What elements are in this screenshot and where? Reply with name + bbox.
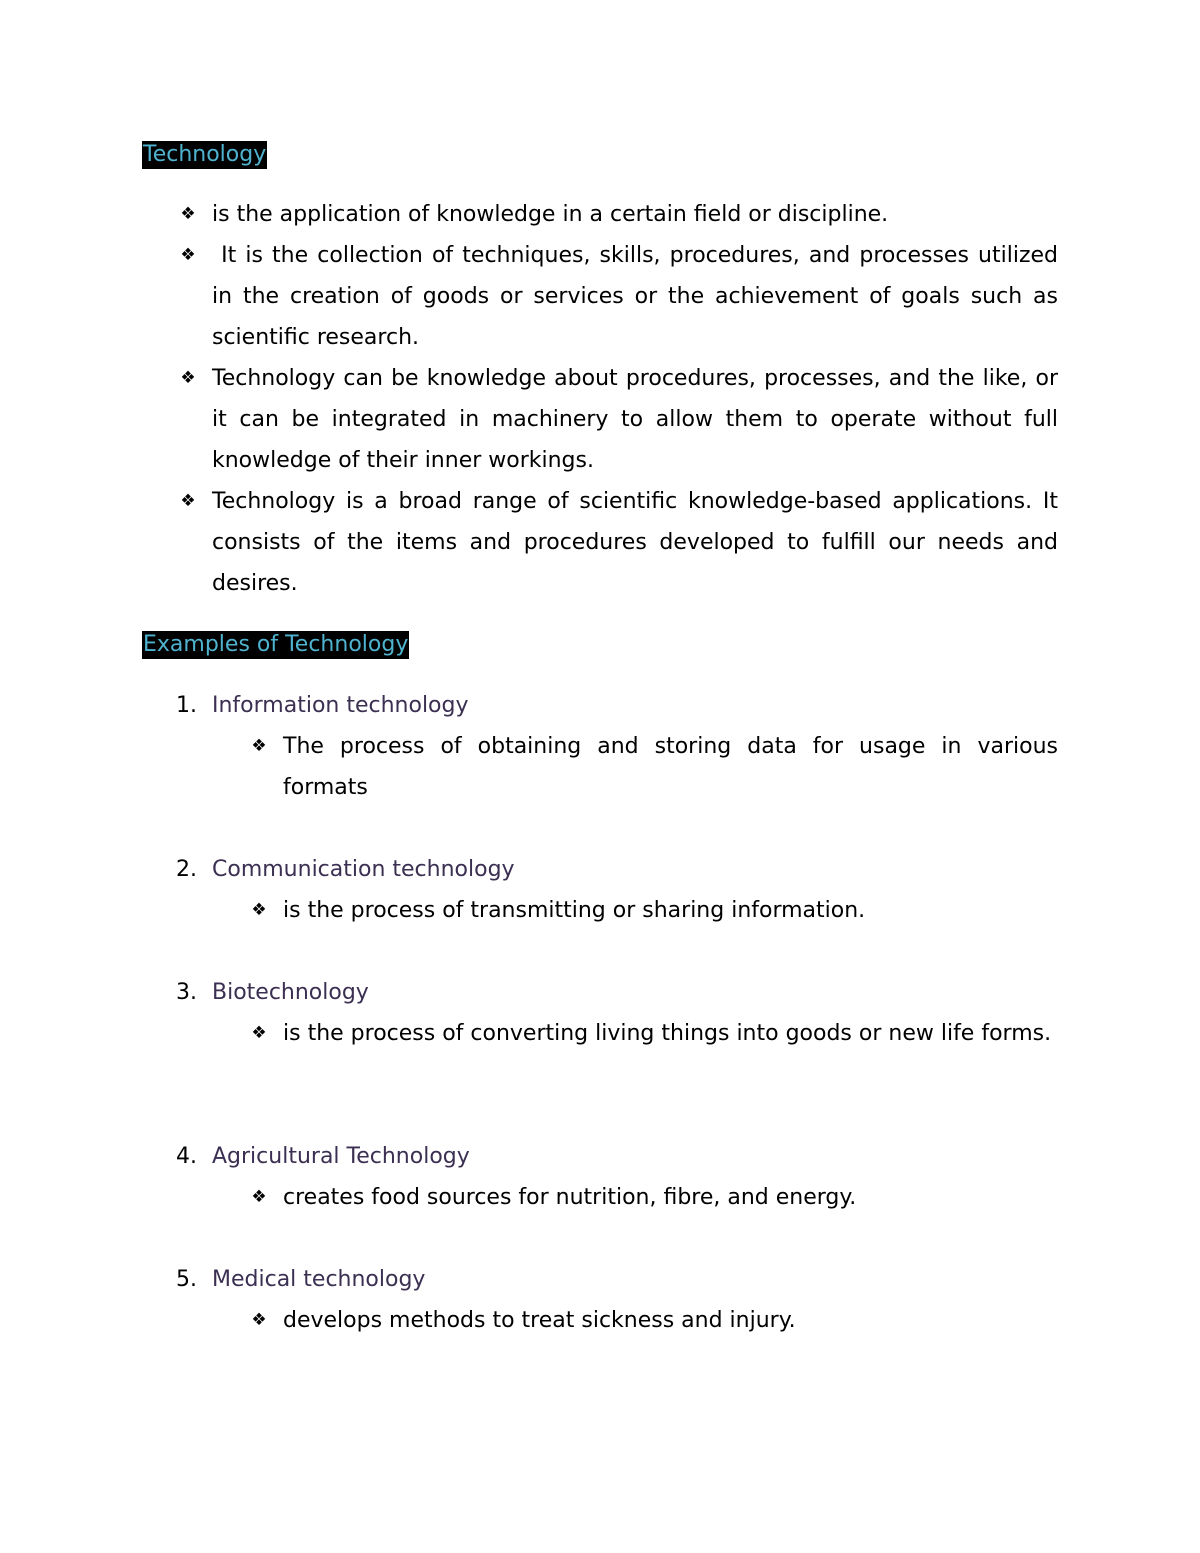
diamond-bullet-icon: ❖ [180,368,196,388]
example-description [142,1177,1058,1218]
definition-bullet-list [142,194,1065,604]
example-description-text: creates food sources for nutrition, fibre, and energy. [283,1185,857,1210]
diamond-bullet-icon: ❖ [180,245,196,265]
example-description [142,726,1058,808]
bullet-text: Technology is a broad range of scientific knowledge-based applications. It consists of the items and procedures developed to fulfill our needs and desires. [212,489,1058,596]
example-title-row [142,685,1058,726]
diamond-bullet-icon: ❖ [180,204,196,224]
example-title: Communication technology [212,857,515,882]
example-description [142,1300,1058,1341]
diamond-bullet-icon: ❖ [180,491,196,511]
example-number: 4. [176,1144,197,1169]
diamond-bullet-icon: ❖ [251,900,267,920]
bullet-text: It is the collection of techniques, skills, procedures, and processes utilized in the creation of goods or services or the achievement of goals such as scientific research. [212,243,1065,350]
example-item [142,1136,1058,1218]
example-number: 5. [176,1267,197,1292]
definition-bullet-item [142,358,1058,481]
example-title: Information technology [212,693,469,718]
example-description-text: The process of obtaining and storing data for usage in various formats [283,734,1058,800]
example-title-row [142,849,1058,890]
diamond-bullet-icon: ❖ [251,1023,267,1043]
example-title: Medical technology [212,1267,426,1292]
example-title-row [142,1259,1058,1300]
diamond-bullet-icon: ❖ [251,1187,267,1207]
example-item [142,849,1058,931]
example-description [142,1013,1058,1054]
example-item [142,1259,1058,1341]
example-description-text: is the process of converting living things into goods or new life forms. [283,1021,1052,1046]
definition-bullet-item [142,235,1065,358]
example-number: 1. [176,693,197,718]
definition-bullet-item [142,194,1058,235]
example-number: 2. [176,857,197,882]
section-heading-examples: Examples of Technology [143,632,409,657]
example-title: Biotechnology [212,980,369,1005]
bullet-text: is the application of knowledge in a certain field or discipline. [212,202,889,227]
bullet-text: Technology can be knowledge about procedures, processes, and the like, or it can be integrated in machinery to allow them to operate without full knowledge of their inner workings. [212,366,1058,473]
example-title: Agricultural Technology [212,1144,470,1169]
example-item [142,972,1058,1054]
example-title-row [142,1136,1058,1177]
example-description-text: develops methods to treat sickness and injury. [283,1308,796,1333]
example-number: 3. [176,980,197,1005]
example-item [142,685,1058,808]
example-title-row [142,972,1058,1013]
section-heading-technology: Technology [143,142,267,167]
definition-bullet-item [142,481,1058,604]
example-description [142,890,1058,931]
example-description-text: is the process of transmitting or sharing information. [283,898,866,923]
diamond-bullet-icon: ❖ [251,1310,267,1330]
diamond-bullet-icon: ❖ [251,736,267,756]
